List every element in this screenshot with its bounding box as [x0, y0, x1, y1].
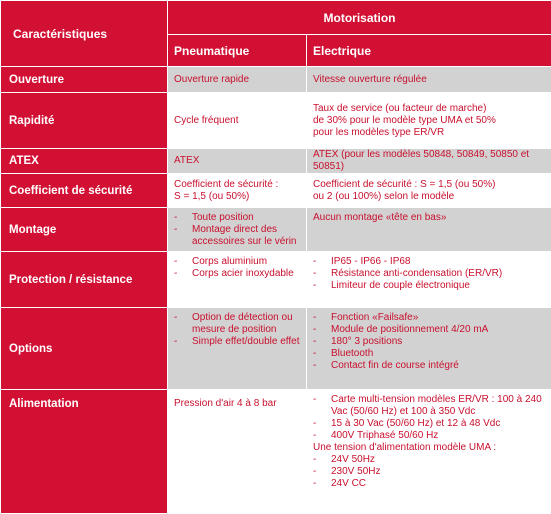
electric-atex: ATEX (pour les modèles 50848, 50849, 50850 et 50851) [307, 149, 551, 174]
electric-options [307, 308, 551, 390]
list-item-text: 180° 3 positions [331, 336, 402, 347]
list-item-text: 15 à 30 Vac (50/60 Hz) et 12 à 48 Vdc [331, 418, 500, 429]
dash-bullet: - [313, 280, 316, 292]
list-item-text: 24V CC [331, 478, 366, 489]
pneumatic-alimentation: Pression d'air 4 à 8 bar [168, 390, 307, 514]
list-item-text: Module de positionnement 4/20 mA [331, 324, 488, 335]
pneumatic-ouverture: Ouverture rapide [168, 67, 307, 93]
dash-bullet: - [313, 360, 316, 372]
list-item [174, 212, 300, 224]
list-item-text: Corps aluminium [192, 256, 267, 267]
row-alimentation [1, 390, 551, 514]
list-item [313, 336, 545, 348]
row-ouverture [1, 67, 551, 93]
electric-protection [307, 252, 551, 308]
list-item-text: Carte multi-tension modèles ER/VR : 100 à 240 Vac (50/60 Hz) et 100 à 350 Vdc [331, 394, 542, 417]
list-item-text: Fonction «Failsafe» [331, 312, 418, 323]
dash-bullet: - [313, 312, 316, 324]
header-row-1 [1, 1, 551, 35]
row-protection [1, 252, 551, 308]
row-label-montage: Montage [1, 208, 168, 252]
row-montage [1, 208, 551, 252]
list-item [174, 268, 300, 280]
dash-bullet: - [313, 336, 316, 348]
pneumatic-header: Pneumatique [168, 35, 307, 67]
list-item [313, 268, 545, 280]
electric-rapidite-line: Taux de service (ou facteur de marche) [313, 103, 545, 115]
list-item-text: IP65 - IP66 - IP68 [331, 256, 411, 267]
dash-bullet: - [313, 454, 316, 466]
list-item-text: Bluetooth [331, 348, 373, 359]
list-item [174, 224, 300, 248]
electric-rapidite-line: de 30% pour le modèle type UMA et 50% [313, 115, 545, 127]
row-rapidite [1, 93, 551, 149]
list-item-text: Option de détection ou mesure de position [192, 312, 293, 335]
dash-bullet: - [313, 324, 316, 336]
list-item-text: Montage direct des accessoires sur le vérin [192, 224, 296, 247]
pneumatic-atex: ATEX [168, 149, 307, 174]
dash-bullet: - [313, 430, 316, 442]
list-item [313, 324, 545, 336]
row-label-rapidite: Rapidité [1, 93, 168, 149]
electric-montage: Aucun montage «tête en bas» [307, 208, 551, 252]
pneumatic-options [168, 308, 307, 390]
list-item [313, 418, 545, 430]
list-item [313, 478, 545, 490]
electric-ouverture: Vitesse ouverture régulée [307, 67, 551, 93]
dash-bullet: - [313, 394, 316, 406]
dash-bullet: - [174, 224, 177, 236]
list-item [313, 430, 545, 442]
list-item [313, 394, 545, 418]
row-label-protection: Protection / résistance [1, 252, 168, 308]
electric-header: Electrique [307, 35, 551, 67]
list-item [174, 256, 300, 268]
row-options [1, 308, 551, 390]
pneumatic-securite [168, 174, 307, 208]
electric-securite-line: ou 2 (ou 100%) selon le modèle [313, 191, 545, 203]
list-item [313, 312, 545, 324]
list-item-text: 400V Triphasé 50/60 Hz [331, 430, 438, 441]
list-item-text: Résistance anti-condensation (ER/VR) [331, 268, 502, 279]
pneumatic-protection [168, 252, 307, 308]
list-item [313, 454, 545, 466]
dash-bullet: - [174, 212, 177, 224]
dash-bullet: - [313, 268, 316, 280]
electric-securite [307, 174, 551, 208]
list-item [174, 312, 300, 336]
uma-note: Une tension d'alimentation modèle UMA : [313, 442, 545, 454]
list-item-text: Simple effet/double effet [192, 336, 300, 347]
electric-securite-line: Coefficient de sécurité : S = 1,5 (ou 50%) [313, 179, 545, 191]
list-item-text: Contact fin de course intégré [331, 360, 459, 371]
dash-bullet: - [313, 348, 316, 360]
row-label-atex: ATEX [1, 149, 168, 174]
row-label-securite: Coefficient de sécurité [1, 174, 168, 208]
list-item-text: 24V 50Hz [331, 454, 375, 465]
row-label-options: Options [1, 308, 168, 390]
list-item [313, 348, 545, 360]
list-item-text: Corps acier inoxydable [192, 268, 294, 279]
row-label-ouverture: Ouverture [1, 67, 168, 93]
list-item [313, 360, 545, 372]
dash-bullet: - [313, 466, 316, 478]
pneumatic-securite-line: Coefficient de sécurité : [174, 179, 300, 191]
dash-bullet: - [174, 312, 177, 324]
dash-bullet: - [174, 256, 177, 268]
motorisation-header: Motorisation [168, 1, 551, 35]
electric-rapidite [307, 93, 551, 149]
list-item-text: Toute position [192, 212, 254, 223]
row-securite [1, 174, 551, 208]
dash-bullet: - [313, 478, 316, 490]
dash-bullet: - [313, 256, 316, 268]
characteristics-header: Caractéristiques [1, 1, 168, 67]
dash-bullet: - [174, 268, 177, 280]
dash-bullet: - [174, 336, 177, 348]
electric-alimentation [307, 390, 551, 514]
row-label-alimentation: Alimentation [1, 390, 168, 514]
list-item [313, 280, 545, 292]
list-item [313, 466, 545, 478]
list-item [313, 256, 545, 268]
dash-bullet: - [313, 418, 316, 430]
list-item [174, 336, 300, 348]
list-item-text: Limiteur de couple électronique [331, 280, 470, 291]
row-atex [1, 149, 551, 174]
pneumatic-rapidite: Cycle fréquent [168, 93, 307, 149]
list-item-text: 230V 50Hz [331, 466, 380, 477]
pneumatic-securite-line: S = 1,5 (ou 50%) [174, 191, 300, 203]
pneumatic-montage [168, 208, 307, 252]
electric-rapidite-line: pour les modèles type ER/VR [313, 127, 545, 139]
